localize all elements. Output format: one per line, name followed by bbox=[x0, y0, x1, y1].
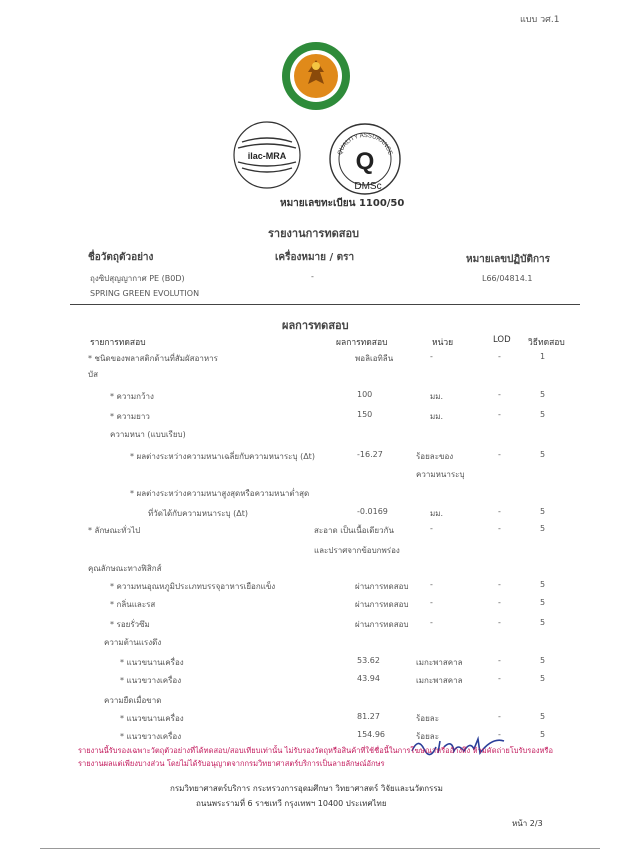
footer-address-line2: ถนนพระรามที่ 6 ราชเทวี กรุงเทพฯ 10400 ประเทศไทย bbox=[196, 799, 387, 808]
row-method: 5 bbox=[540, 524, 546, 533]
row-lod: - bbox=[498, 352, 501, 361]
row-lod: - bbox=[498, 507, 501, 516]
row-unit: - bbox=[430, 524, 433, 533]
row-lod: - bbox=[498, 618, 501, 627]
row-lod: - bbox=[498, 656, 501, 665]
row-item: คุณลักษณะทางฟิสิกส์ bbox=[88, 564, 162, 573]
row-result: 154.96 bbox=[357, 730, 385, 739]
row-result: ผ่านการทดสอบ bbox=[355, 600, 409, 609]
row-lod: - bbox=[498, 524, 501, 533]
row-method: 5 bbox=[540, 656, 546, 665]
row-item: * แนวขนานเครื่อง bbox=[120, 714, 184, 723]
row-item: * แนวขวางเครื่อง bbox=[120, 676, 182, 685]
row-result: 150 bbox=[357, 410, 373, 419]
row-result: สะอาด เป็นเนื้อเดียวกัน bbox=[314, 526, 394, 535]
row-item: * ผลต่างระหว่างความหนาสูงสุดหรือความหนาต่ำสุด bbox=[130, 489, 310, 498]
row-lod: - bbox=[498, 580, 501, 589]
form-number: แบบ วศ.1 bbox=[520, 15, 560, 25]
column-unit: หน่วย bbox=[432, 338, 454, 348]
ilac-text: ilac-MRA bbox=[247, 151, 287, 161]
row-item: ความยืดเมื่อขาด bbox=[104, 696, 162, 705]
page-number: หน้า 2/3 bbox=[512, 819, 543, 828]
row-method: 5 bbox=[540, 410, 546, 419]
row-result: ผ่านการทดสอบ bbox=[355, 582, 409, 591]
department-seal-logo bbox=[280, 40, 352, 112]
row-method: 5 bbox=[540, 390, 546, 399]
bottom-edge-line bbox=[40, 848, 600, 849]
row-result: -16.27 bbox=[357, 450, 383, 459]
row-unit: ร้อยละ bbox=[416, 732, 439, 741]
row-unit: มม. bbox=[430, 412, 444, 421]
row-result: พอลิเอทิลีน bbox=[355, 354, 394, 363]
row-method: 5 bbox=[540, 507, 546, 516]
row-unit: - bbox=[430, 598, 433, 607]
row-item: * แนวขนานเครื่อง bbox=[120, 658, 184, 667]
quality-assurance-logo bbox=[328, 122, 402, 196]
quality-assurance-ring-text: QUALITY ASSURANCE bbox=[337, 132, 393, 156]
row-item: ความหนา (แบบเรียบ) bbox=[110, 430, 186, 439]
column-item: รายการทดสอบ bbox=[90, 338, 146, 348]
row-method: 5 bbox=[540, 450, 546, 459]
q-letter: Q bbox=[355, 148, 375, 175]
row-item: * รอยรั่วซึม bbox=[110, 620, 150, 629]
row-lod: - bbox=[498, 390, 501, 399]
row-item: บัส bbox=[88, 370, 98, 379]
column-lod: LOD bbox=[493, 335, 511, 345]
lab-number: L66/04814.1 bbox=[482, 274, 533, 283]
row-unit: มม. bbox=[430, 509, 444, 518]
row-lod: - bbox=[498, 712, 501, 721]
row-unit: เมกะพาสคาล bbox=[416, 658, 463, 667]
row-lod: - bbox=[498, 674, 501, 683]
row-unit: ความหนาระบุ bbox=[416, 470, 465, 479]
row-result: -0.0169 bbox=[357, 507, 388, 516]
registration-number: หมายเลขทะเบียน 1100/50 bbox=[280, 198, 405, 209]
row-unit: ร้อยละของ bbox=[416, 452, 454, 461]
row-result: ผ่านการทดสอบ bbox=[355, 620, 409, 629]
section-divider bbox=[70, 304, 580, 305]
row-item: ความต้านแรงดึง bbox=[104, 638, 162, 647]
row-method: 5 bbox=[540, 674, 546, 683]
row-result: 43.94 bbox=[357, 674, 380, 683]
row-result: 100 bbox=[357, 390, 373, 399]
brand-header: เครื่องหมาย / ตรา bbox=[275, 252, 355, 263]
row-unit: - bbox=[430, 352, 433, 361]
row-unit: เมกะพาสคาล bbox=[416, 676, 463, 685]
row-method: 5 bbox=[540, 730, 546, 739]
row-item: * แนวขวางเครื่อง bbox=[120, 732, 182, 741]
row-unit: - bbox=[430, 580, 433, 589]
row-result: 53.62 bbox=[357, 656, 380, 665]
row-method: 5 bbox=[540, 598, 546, 607]
row-item: * ชนิดของพลาสติกด้านที่สัมผัสอาหาร bbox=[88, 354, 218, 363]
row-unit: - bbox=[430, 618, 433, 627]
row-result: 81.27 bbox=[357, 712, 380, 721]
row-method: 5 bbox=[540, 580, 546, 589]
report-title: รายงานการทดสอบ bbox=[268, 227, 360, 240]
row-method: 5 bbox=[540, 618, 546, 627]
sample-name-header: ชื่อวัตถุตัวอย่าง bbox=[88, 252, 154, 263]
row-item: ที่วัดได้กับความหนาระบุ (Δt) bbox=[148, 509, 249, 518]
column-method: วิธีทดสอบ bbox=[528, 338, 565, 348]
sample-brand: - bbox=[311, 272, 314, 281]
sample-name-line1: ถุงซิปสุญญากาศ PE (B0D) bbox=[90, 274, 185, 283]
row-lod: - bbox=[498, 410, 501, 419]
row-item: * ผลต่างระหว่างความหนาเฉลี่ยกับความหนาระบุ (Δt) bbox=[130, 452, 315, 461]
ilac-mra-logo bbox=[232, 120, 302, 190]
row-item: * ความทนอุณหภูมิประเภทบรรจุอาหารเยือกแข็ง bbox=[110, 582, 276, 591]
footer-address-line1: กรมวิทยาศาสตร์บริการ กระทรวงการอุดมศึกษา วิทยาศาสตร์ วิจัยและนวัตกรรม bbox=[170, 784, 443, 793]
dmsc-text: DMSc bbox=[354, 181, 382, 192]
row-lod: - bbox=[498, 598, 501, 607]
row-unit: ร้อยละ bbox=[416, 714, 439, 723]
sample-name-line2: SPRING GREEN EVOLUTION bbox=[90, 289, 200, 298]
row-method: 5 bbox=[540, 712, 546, 721]
row-item: * กลิ่นและรส bbox=[110, 600, 156, 609]
row-item: * ลักษณะทั่วไป bbox=[88, 526, 141, 535]
row-item: * ความยาว bbox=[110, 412, 150, 421]
row-unit: มม. bbox=[430, 392, 444, 401]
row-lod: - bbox=[498, 450, 501, 459]
row-result: และปราศจากข้อบกพร่อง bbox=[314, 546, 400, 555]
row-method: 1 bbox=[540, 352, 546, 361]
column-result: ผลการทดสอบ bbox=[336, 338, 388, 348]
row-item: * ความกว้าง bbox=[110, 392, 154, 401]
lab-number-header: หมายเลขปฏิบัติการ bbox=[466, 254, 550, 265]
results-title: ผลการทดสอบ bbox=[282, 319, 349, 332]
disclaimer-text: รายงานนี้รับรองเฉพาะวัตถุตัวอย่างที่ได้ทดสอบ/สอบเทียบเท่านั้น ไม่รับรองวัตถุหรือสินค้าที่ใช้ชื่อนี้ในการโฆษณาหรืออ้างถึง ห้ามคัดถ่ายโบรับรองหรือรายงานผลแต่เพียงบางส่วน โดยไม่ได้รับอนุญาตจากกรมวิทยาศาสตร์บริการเป็นลายลักษณ์อักษร bbox=[78, 746, 553, 768]
row-lod: - bbox=[498, 730, 501, 739]
